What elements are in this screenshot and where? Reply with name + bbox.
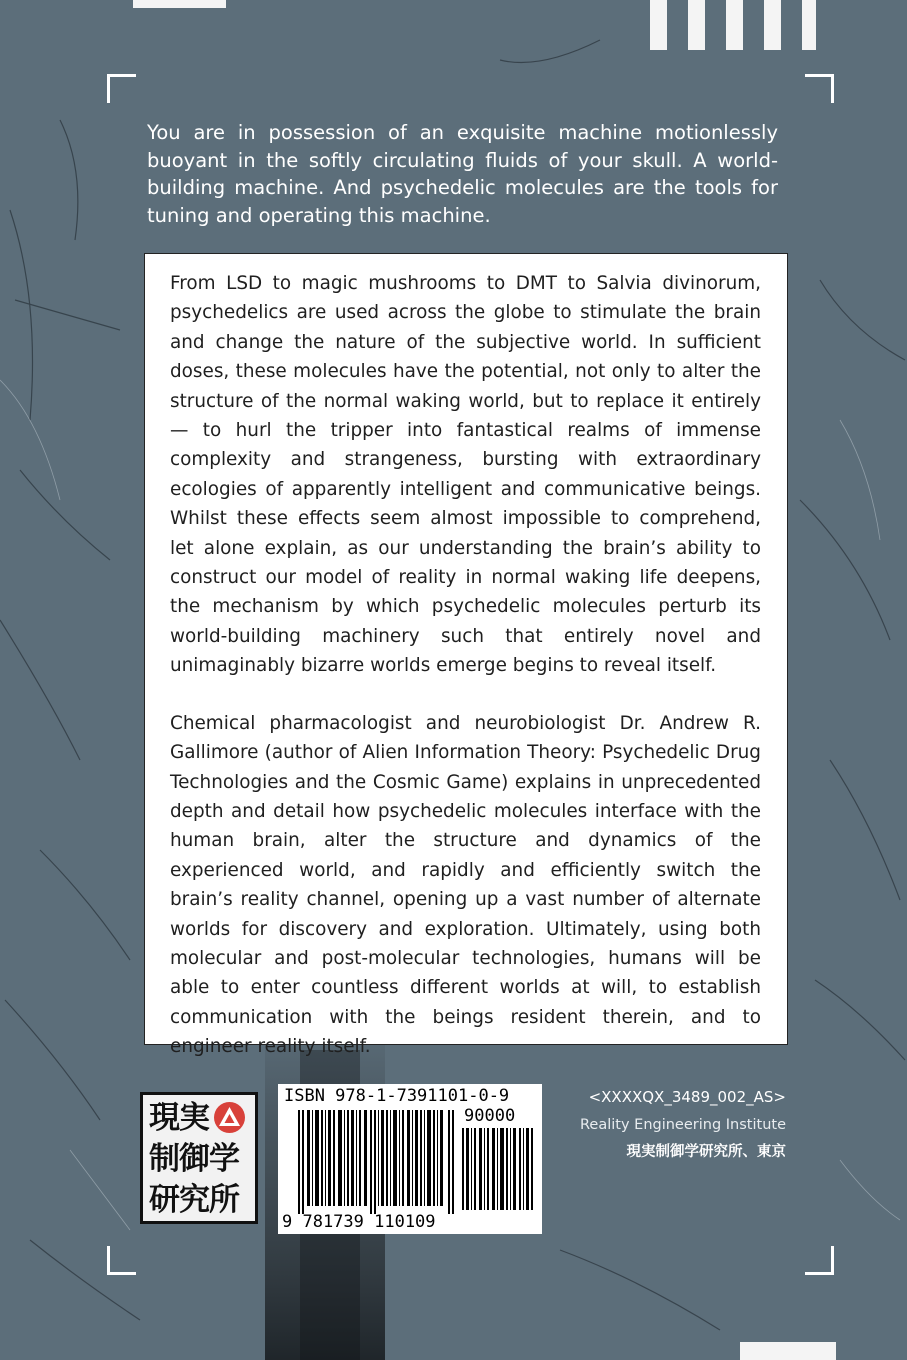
price-code: 90000 — [464, 1106, 516, 1126]
isbn-label: ISBN 978-1-7391101-0-9 — [284, 1086, 510, 1106]
barcode-digits: 9 781739 110109 — [282, 1212, 436, 1232]
blurb-panel — [144, 253, 788, 1058]
catalog-code: <XXXXQX_3489_002_AS> — [588, 1088, 786, 1106]
publisher-name: Reality Engineering Institute — [580, 1117, 786, 1133]
price-addon-bars-icon — [462, 1128, 534, 1210]
frame-corner-top-right — [805, 74, 834, 103]
publisher-name-japanese: 現実制御学研究所、東京 — [626, 1144, 786, 1160]
isbn-barcode — [278, 1084, 542, 1234]
top-bar-marks — [650, 0, 830, 50]
seal-row-3: 研究所 — [149, 1182, 239, 1218]
publisher-seal — [140, 1092, 258, 1224]
frame-corner-bottom-left — [107, 1246, 136, 1275]
barcode-bars-icon — [298, 1110, 456, 1214]
frame-corner-top-left — [107, 74, 136, 103]
frame-corner-bottom-right — [805, 1246, 834, 1275]
top-marker-tab — [133, 0, 226, 8]
blurb-paragraph-1: From LSD to magic mushrooms to DMT to Salvia divinorum, psychedelics are used across the globe to stimulate the brain and change the nature of the subjective world. In sufficient doses, these molecules have the potential, not only to alter the structure of the normal waking world, but to replace it entirely — to hurl the tripper into fantastical realms of immense complexity and strangeness, bursting with extraordinary ecologies of apparently intelligent and communicative beings. Whilst these effects seem almost impossible to comprehend, let alone explain, as our understanding the brain’s ability to construct our model of reality in normal waking life deepens, the mechanism by which psychedelic molecules perturb its world-building machinery such that entirely novel and unimaginably bizarre worlds emerge begins to reveal itself. — [170, 273, 761, 677]
publisher-info — [546, 1086, 786, 1163]
lead-quote: You are in possession of an exquisite machine motionlessly buoyant in the softly circulating fluids of your skull. A world-building machine. And psychedelic molecules are the tools for tuning and operating this machine. — [147, 121, 778, 227]
blurb-paragraph-2: Chemical pharmacologist and neurobiologist Dr. Andrew R. Gallimore (author of Alien Information Theory: Psychedelic Drug Technologies and the Cosmic Game) explains in unprecedented depth and detail how psychedelic molecules interface with the human brain, alter the structure and dynamics of the experienced world, and rapidly and efficiently switch the brain’s reality channel, opening up a vast number of alternate worlds for discovery and exploration. Ultimately, using both molecular and post-molecular technologies, humans will be able to enter countless different worlds at will, to establish communication with the beings resident therein, and to engineer reality itself. — [170, 712, 761, 1058]
triangle-logo-icon — [213, 1101, 246, 1134]
seal-row-1: 現実 — [149, 1100, 209, 1136]
seal-row-2: 制御学 — [149, 1141, 239, 1177]
bottom-marker-tab — [740, 1342, 836, 1360]
